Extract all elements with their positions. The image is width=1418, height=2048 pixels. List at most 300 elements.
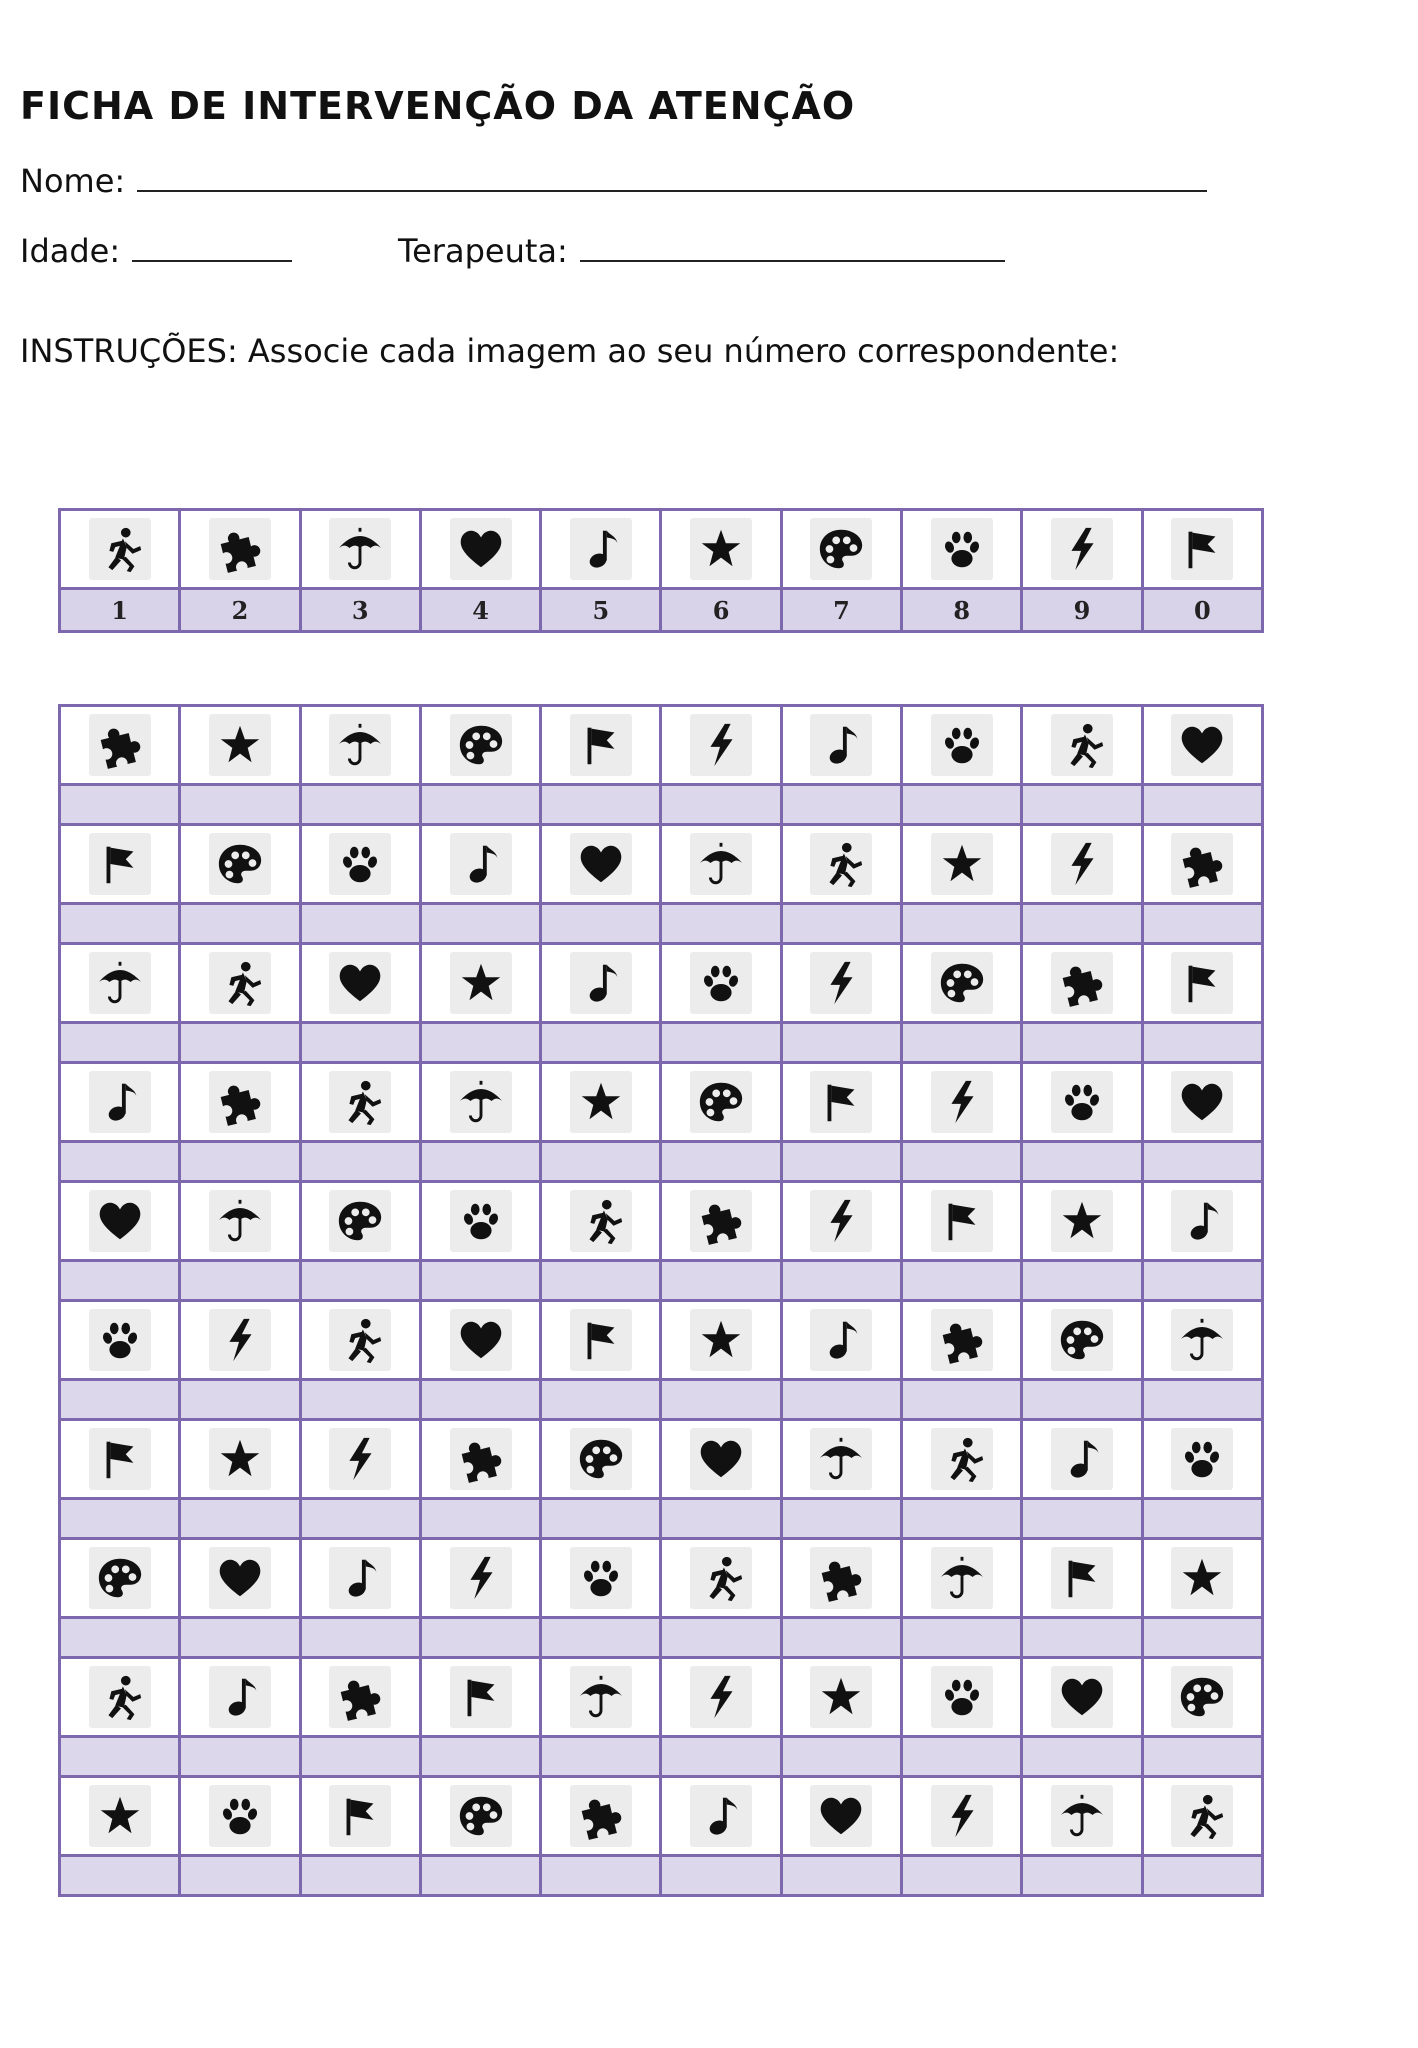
lightning-icon <box>1051 518 1113 580</box>
answer-cell[interactable] <box>60 904 180 944</box>
answer-cell[interactable] <box>300 904 420 944</box>
star-icon <box>1051 1190 1113 1252</box>
flag-icon <box>931 1190 993 1252</box>
exercise-symbol-row <box>60 1420 1263 1499</box>
answer-cell[interactable] <box>541 1142 661 1182</box>
exercise-symbol-cell <box>420 825 540 904</box>
exercise-symbol-cell <box>781 1777 901 1856</box>
exercise-symbol-cell <box>541 944 661 1023</box>
exercise-symbol-cell <box>902 1777 1022 1856</box>
exercise-symbol-cell <box>300 1182 420 1261</box>
answer-row <box>60 1261 1263 1301</box>
exercise-symbol-cell <box>180 1658 300 1737</box>
instructions: INSTRUÇÕES: Associe cada imagem ao seu número correspondente: <box>20 332 1120 370</box>
star-icon <box>931 833 993 895</box>
exercise-symbol-cell <box>661 1777 781 1856</box>
exercise-symbol-cell <box>902 1063 1022 1142</box>
puzzle-icon <box>1171 833 1233 895</box>
answer-cell[interactable] <box>180 1261 300 1301</box>
exercise-symbol-cell <box>60 1777 180 1856</box>
answer-cell[interactable] <box>1022 1023 1142 1063</box>
exercise-symbol-cell <box>661 1420 781 1499</box>
answer-cell[interactable] <box>781 1618 901 1658</box>
exercise-symbol-cell <box>902 825 1022 904</box>
paw-icon <box>1051 1071 1113 1133</box>
exercise-symbol-cell <box>60 825 180 904</box>
answer-cell[interactable] <box>420 1142 540 1182</box>
answer-cell[interactable] <box>1142 785 1262 825</box>
exercise-symbol-cell <box>300 1777 420 1856</box>
paw-icon <box>329 833 391 895</box>
exercise-symbol-cell <box>300 1063 420 1142</box>
exercise-symbol-row <box>60 1658 1263 1737</box>
umbrella-icon <box>1171 1309 1233 1371</box>
exercise-symbol-cell <box>1022 1777 1142 1856</box>
paw-icon <box>89 1309 151 1371</box>
flag-icon <box>1171 518 1233 580</box>
answer-cell[interactable] <box>902 1618 1022 1658</box>
answer-cell[interactable] <box>60 1737 180 1777</box>
answer-cell[interactable] <box>661 1142 781 1182</box>
answer-cell[interactable] <box>420 1261 540 1301</box>
lightning-icon <box>690 1666 752 1728</box>
runner-icon <box>690 1547 752 1609</box>
answer-cell[interactable] <box>1142 1618 1262 1658</box>
exercise-symbol-cell <box>1142 706 1262 785</box>
exercise-symbol-cell <box>902 1420 1022 1499</box>
answer-cell[interactable] <box>781 1261 901 1301</box>
answer-cell[interactable] <box>781 904 901 944</box>
key-symbol-cell <box>300 510 420 589</box>
palette-icon <box>209 833 271 895</box>
umbrella-icon <box>89 952 151 1014</box>
answer-cell[interactable] <box>180 1618 300 1658</box>
exercise-symbol-cell <box>902 1658 1022 1737</box>
exercise-symbol-row <box>60 1182 1263 1261</box>
palette-icon <box>1051 1309 1113 1371</box>
name-field[interactable] <box>137 160 1207 192</box>
exercise-symbol-cell <box>781 1301 901 1380</box>
exercise-symbol-cell <box>781 1658 901 1737</box>
answer-cell[interactable] <box>541 785 661 825</box>
answer-cell[interactable] <box>781 1142 901 1182</box>
exercise-symbol-cell <box>420 1301 540 1380</box>
key-table <box>58 508 1264 633</box>
heart-icon <box>1051 1666 1113 1728</box>
answer-cell[interactable] <box>420 1023 540 1063</box>
answer-cell[interactable] <box>902 1856 1022 1896</box>
key-number: 8 <box>902 589 1022 632</box>
answer-cell[interactable] <box>1142 1856 1262 1896</box>
answer-cell[interactable] <box>661 904 781 944</box>
exercise-symbol-cell <box>781 1063 901 1142</box>
therapist-label: Terapeuta: <box>398 232 568 270</box>
answer-cell[interactable] <box>1022 1737 1142 1777</box>
paw-icon <box>931 714 993 776</box>
lightning-icon <box>931 1785 993 1847</box>
answer-cell[interactable] <box>781 1380 901 1420</box>
answer-cell[interactable] <box>180 1737 300 1777</box>
runner-icon <box>89 1666 151 1728</box>
answer-cell[interactable] <box>1022 1618 1142 1658</box>
lightning-icon <box>1051 833 1113 895</box>
answer-row <box>60 785 1263 825</box>
exercise-symbol-cell <box>1022 825 1142 904</box>
key-symbol-cell <box>1022 510 1142 589</box>
answer-cell[interactable] <box>541 1737 661 1777</box>
answer-cell[interactable] <box>300 1499 420 1539</box>
answer-cell[interactable] <box>60 1261 180 1301</box>
answer-cell[interactable] <box>902 1023 1022 1063</box>
answer-cell[interactable] <box>1022 1142 1142 1182</box>
heart-icon <box>1171 1071 1233 1133</box>
exercise-symbol-cell <box>1022 1063 1142 1142</box>
exercise-symbol-cell <box>60 1182 180 1261</box>
exercise-symbol-cell <box>1142 1777 1262 1856</box>
exercise-symbol-cell <box>1022 1182 1142 1261</box>
therapist-field[interactable] <box>580 230 1005 262</box>
puzzle-icon <box>931 1309 993 1371</box>
answer-cell[interactable] <box>1022 1499 1142 1539</box>
puzzle-icon <box>570 1785 632 1847</box>
puzzle-icon <box>209 518 271 580</box>
answer-cell[interactable] <box>1142 1499 1262 1539</box>
paw-icon <box>570 1547 632 1609</box>
exercise-symbol-row <box>60 944 1263 1023</box>
umbrella-icon <box>931 1547 993 1609</box>
answer-cell[interactable] <box>1142 1142 1262 1182</box>
palette-icon <box>570 1428 632 1490</box>
palette-icon <box>89 1547 151 1609</box>
answer-cell[interactable] <box>781 1023 901 1063</box>
music-note-icon <box>810 714 872 776</box>
palette-icon <box>810 518 872 580</box>
paw-icon <box>931 1666 993 1728</box>
heart-icon <box>329 952 391 1014</box>
lightning-icon <box>690 714 752 776</box>
answer-row <box>60 1737 1263 1777</box>
answer-row <box>60 1856 1263 1896</box>
exercise-symbol-cell <box>60 944 180 1023</box>
answer-cell[interactable] <box>300 1618 420 1658</box>
exercise-symbol-row <box>60 1539 1263 1618</box>
puzzle-icon <box>209 1071 271 1133</box>
flag-icon <box>450 1666 512 1728</box>
exercise-symbol-cell <box>1022 1658 1142 1737</box>
answer-cell[interactable] <box>902 785 1022 825</box>
palette-icon <box>690 1071 752 1133</box>
answer-cell[interactable] <box>420 1737 540 1777</box>
star-icon <box>690 518 752 580</box>
key-number: 5 <box>541 589 661 632</box>
flag-icon <box>1171 952 1233 1014</box>
exercise-symbol-cell <box>180 825 300 904</box>
answer-cell[interactable] <box>420 904 540 944</box>
answer-cell[interactable] <box>661 1856 781 1896</box>
key-symbol-cell <box>541 510 661 589</box>
answer-cell[interactable] <box>541 904 661 944</box>
heart-icon <box>209 1547 271 1609</box>
answer-cell[interactable] <box>1022 1261 1142 1301</box>
exercise-symbol-cell <box>300 1539 420 1618</box>
exercise-symbol-cell <box>1022 706 1142 785</box>
answer-cell[interactable] <box>420 785 540 825</box>
exercise-symbol-cell <box>661 944 781 1023</box>
exercise-symbol-cell <box>541 1301 661 1380</box>
answer-cell[interactable] <box>180 904 300 944</box>
exercise-symbol-cell <box>1022 1420 1142 1499</box>
paw-icon <box>931 518 993 580</box>
answer-cell[interactable] <box>60 785 180 825</box>
answer-cell[interactable] <box>541 1380 661 1420</box>
exercise-table <box>58 704 1264 1897</box>
age-line <box>20 230 292 270</box>
umbrella-icon <box>1051 1785 1113 1847</box>
answer-cell[interactable] <box>541 1856 661 1896</box>
exercise-symbol-cell <box>180 944 300 1023</box>
answer-cell[interactable] <box>180 785 300 825</box>
flag-icon <box>329 1785 391 1847</box>
palette-icon <box>931 952 993 1014</box>
heart-icon <box>570 833 632 895</box>
exercise-symbol-row <box>60 825 1263 904</box>
answer-cell[interactable] <box>420 1380 540 1420</box>
answer-cell[interactable] <box>420 1499 540 1539</box>
heart-icon <box>89 1190 151 1252</box>
exercise-symbol-cell <box>661 825 781 904</box>
exercise-symbol-cell <box>1022 1301 1142 1380</box>
answer-cell[interactable] <box>1022 904 1142 944</box>
answer-cell[interactable] <box>781 1737 901 1777</box>
exercise-symbol-cell <box>180 1063 300 1142</box>
key-symbol-cell <box>60 510 180 589</box>
answer-cell[interactable] <box>1142 904 1262 944</box>
lightning-icon <box>931 1071 993 1133</box>
exercise-symbol-cell <box>541 1777 661 1856</box>
answer-cell[interactable] <box>661 1737 781 1777</box>
star-icon <box>690 1309 752 1371</box>
exercise-symbol-cell <box>300 706 420 785</box>
answer-cell[interactable] <box>300 1856 420 1896</box>
answer-cell[interactable] <box>1142 1023 1262 1063</box>
answer-cell[interactable] <box>420 1618 540 1658</box>
answer-cell[interactable] <box>902 1380 1022 1420</box>
answer-cell[interactable] <box>180 1142 300 1182</box>
exercise-symbol-cell <box>1142 1301 1262 1380</box>
exercise-symbol-cell <box>180 1420 300 1499</box>
music-note-icon <box>1171 1190 1233 1252</box>
runner-icon <box>89 518 151 580</box>
answer-cell[interactable] <box>420 1856 540 1896</box>
heart-icon <box>1171 714 1233 776</box>
lightning-icon <box>209 1309 271 1371</box>
flag-icon <box>570 714 632 776</box>
answer-cell[interactable] <box>300 1142 420 1182</box>
exercise-symbol-cell <box>180 1301 300 1380</box>
answer-cell[interactable] <box>661 1261 781 1301</box>
exercise-symbol-cell <box>661 1063 781 1142</box>
exercise-symbol-cell <box>180 1777 300 1856</box>
exercise-symbol-cell <box>300 1301 420 1380</box>
answer-cell[interactable] <box>300 1023 420 1063</box>
exercise-symbol-cell <box>60 1658 180 1737</box>
answer-cell[interactable] <box>902 1499 1022 1539</box>
answer-cell[interactable] <box>902 904 1022 944</box>
answer-cell[interactable] <box>1142 1380 1262 1420</box>
exercise-symbol-cell <box>661 1539 781 1618</box>
answer-cell[interactable] <box>60 1380 180 1420</box>
music-note-icon <box>570 952 632 1014</box>
key-number: 2 <box>180 589 300 632</box>
answer-cell[interactable] <box>541 1499 661 1539</box>
exercise-symbol-cell <box>781 944 901 1023</box>
answer-cell[interactable] <box>781 785 901 825</box>
paw-icon <box>690 952 752 1014</box>
puzzle-icon <box>1051 952 1113 1014</box>
answer-cell[interactable] <box>541 1023 661 1063</box>
answer-cell[interactable] <box>902 1142 1022 1182</box>
palette-icon <box>450 714 512 776</box>
exercise-symbol-cell <box>300 944 420 1023</box>
exercise-symbol-cell <box>1142 1658 1262 1737</box>
exercise-symbol-cell <box>420 1777 540 1856</box>
heart-icon <box>690 1428 752 1490</box>
answer-cell[interactable] <box>300 1261 420 1301</box>
answer-cell[interactable] <box>60 1618 180 1658</box>
puzzle-icon <box>329 1666 391 1728</box>
answer-cell[interactable] <box>1142 1261 1262 1301</box>
umbrella-icon <box>450 1071 512 1133</box>
answer-row <box>60 1023 1263 1063</box>
music-note-icon <box>690 1785 752 1847</box>
answer-row <box>60 1618 1263 1658</box>
exercise-symbol-cell <box>1142 1063 1262 1142</box>
star-icon <box>209 714 271 776</box>
key-number: 0 <box>1142 589 1262 632</box>
music-note-icon <box>209 1666 271 1728</box>
umbrella-icon <box>570 1666 632 1728</box>
answer-cell[interactable] <box>541 1261 661 1301</box>
key-symbol-cell <box>420 510 540 589</box>
answer-row <box>60 1142 1263 1182</box>
exercise-symbol-cell <box>661 1182 781 1261</box>
star-icon <box>570 1071 632 1133</box>
lightning-icon <box>810 952 872 1014</box>
exercise-symbol-row <box>60 706 1263 785</box>
answer-cell[interactable] <box>300 1380 420 1420</box>
page-title: FICHA DE INTERVENÇÃO DA ATENÇÃO <box>20 84 856 128</box>
lightning-icon <box>810 1190 872 1252</box>
key-symbol-cell <box>661 510 781 589</box>
answer-cell[interactable] <box>60 1142 180 1182</box>
exercise-symbol-cell <box>541 1182 661 1261</box>
exercise-symbol-cell <box>300 1420 420 1499</box>
exercise-symbol-cell <box>1142 944 1262 1023</box>
answer-cell[interactable] <box>902 1261 1022 1301</box>
answer-cell[interactable] <box>180 1380 300 1420</box>
answer-cell[interactable] <box>1022 1380 1142 1420</box>
star-icon <box>89 1785 151 1847</box>
key-symbol-cell <box>180 510 300 589</box>
answer-cell[interactable] <box>781 1856 901 1896</box>
answer-cell[interactable] <box>781 1499 901 1539</box>
key-number-row <box>60 589 1263 632</box>
exercise-symbol-cell <box>661 1301 781 1380</box>
therapist-line <box>398 230 1005 270</box>
exercise-symbol-cell <box>661 1658 781 1737</box>
lightning-icon <box>329 1428 391 1490</box>
answer-cell[interactable] <box>300 785 420 825</box>
answer-row <box>60 1380 1263 1420</box>
exercise-symbol-cell <box>902 944 1022 1023</box>
exercise-symbol-cell <box>541 1063 661 1142</box>
age-field[interactable] <box>132 230 292 262</box>
exercise-symbol-cell <box>781 1539 901 1618</box>
palette-icon <box>1171 1666 1233 1728</box>
exercise-symbol-cell <box>300 1658 420 1737</box>
paw-icon <box>450 1190 512 1252</box>
exercise-symbol-cell <box>420 944 540 1023</box>
answer-cell[interactable] <box>60 1023 180 1063</box>
answer-cell[interactable] <box>1142 1737 1262 1777</box>
star-icon <box>450 952 512 1014</box>
runner-icon <box>931 1428 993 1490</box>
answer-cell[interactable] <box>1022 1856 1142 1896</box>
answer-cell[interactable] <box>661 1380 781 1420</box>
music-note-icon <box>450 833 512 895</box>
answer-cell[interactable] <box>661 1023 781 1063</box>
exercise-symbol-cell <box>420 1539 540 1618</box>
exercise-symbol-cell <box>60 1301 180 1380</box>
exercise-symbol-cell <box>420 1063 540 1142</box>
name-label: Nome: <box>20 162 126 200</box>
star-icon <box>810 1666 872 1728</box>
exercise-symbol-cell <box>180 1539 300 1618</box>
music-note-icon <box>329 1547 391 1609</box>
flag-icon <box>810 1071 872 1133</box>
exercise-symbol-row <box>60 1777 1263 1856</box>
exercise-symbol-cell <box>1142 1539 1262 1618</box>
answer-cell[interactable] <box>180 1856 300 1896</box>
exercise-symbol-cell <box>541 1658 661 1737</box>
exercise-symbol-cell <box>1142 1182 1262 1261</box>
exercise-symbol-row <box>60 1301 1263 1380</box>
answer-cell[interactable] <box>902 1737 1022 1777</box>
answer-cell[interactable] <box>541 1618 661 1658</box>
music-note-icon <box>1051 1428 1113 1490</box>
exercise-symbol-cell <box>420 1658 540 1737</box>
answer-cell[interactable] <box>60 1856 180 1896</box>
runner-icon <box>570 1190 632 1252</box>
exercise-symbol-cell <box>1022 1539 1142 1618</box>
runner-icon <box>209 952 271 1014</box>
answer-cell[interactable] <box>60 1499 180 1539</box>
answer-cell[interactable] <box>1022 785 1142 825</box>
key-number: 6 <box>661 589 781 632</box>
puzzle-icon <box>89 714 151 776</box>
answer-cell[interactable] <box>180 1499 300 1539</box>
exercise-symbol-cell <box>420 706 540 785</box>
exercise-symbol-cell <box>781 825 901 904</box>
answer-cell[interactable] <box>661 785 781 825</box>
exercise-symbol-cell <box>902 706 1022 785</box>
puzzle-icon <box>450 1428 512 1490</box>
answer-cell[interactable] <box>661 1499 781 1539</box>
answer-cell[interactable] <box>180 1023 300 1063</box>
answer-cell[interactable] <box>300 1737 420 1777</box>
answer-cell[interactable] <box>661 1618 781 1658</box>
exercise-symbol-cell <box>541 825 661 904</box>
